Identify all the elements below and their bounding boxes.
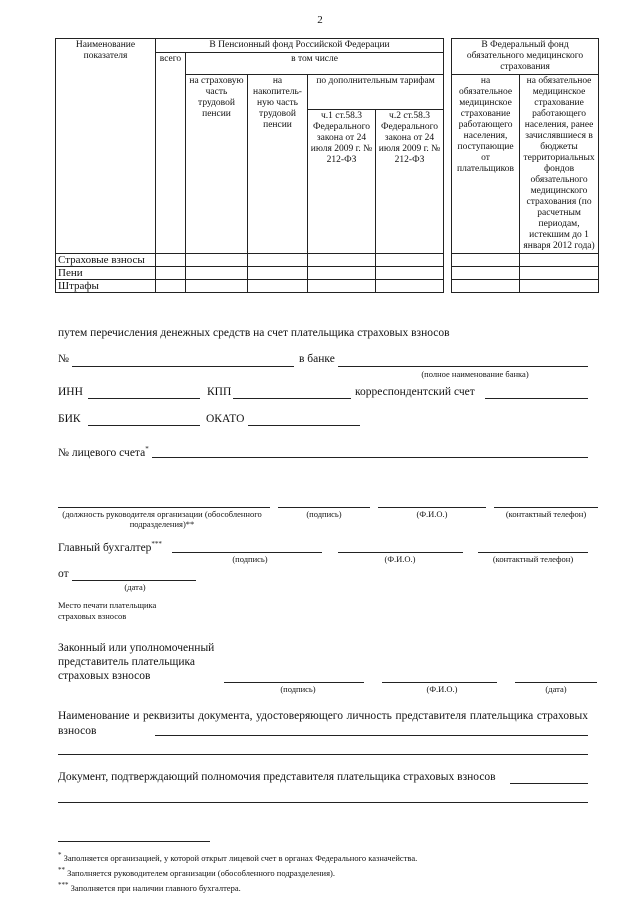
- header-pfr: В Пенсионный фонд Российской Федерации: [156, 39, 444, 53]
- page-number: 2: [317, 14, 323, 26]
- footnote-mark: ***: [151, 540, 162, 548]
- head-signature-field[interactable]: [278, 507, 370, 508]
- corr-account-label: корреспондентский счет: [355, 386, 475, 398]
- col-part1-art58: ч.1 ст.58.3 Федерального закона от 24 июля 2009 г. № 212-ФЗ: [308, 109, 376, 253]
- table-gap: [444, 254, 452, 267]
- head-fio-field[interactable]: [378, 507, 486, 508]
- rep-fio-field[interactable]: [382, 682, 497, 683]
- chief-signature-field[interactable]: [172, 552, 322, 553]
- transfer-text: путем перечисления денежных средств на счет плательщика страховых взносов: [58, 327, 450, 339]
- phone-caption: (контактный телефон): [505, 509, 587, 519]
- row-label: Страховые взносы: [56, 254, 156, 267]
- personal-account-label: № лицевого счета: [58, 446, 146, 459]
- head-position-field[interactable]: [58, 507, 270, 508]
- table-cell[interactable]: [308, 267, 376, 280]
- stamp-place: Место печати плательщика страховых взносов: [58, 600, 157, 621]
- account-no-field[interactable]: [72, 366, 294, 367]
- head-phone-field[interactable]: [494, 507, 598, 508]
- bank-name-field[interactable]: [338, 366, 588, 367]
- date-field[interactable]: [72, 580, 196, 581]
- footnote-mark: *: [58, 851, 62, 859]
- table-cell[interactable]: [248, 267, 308, 280]
- table-cell[interactable]: [520, 280, 599, 293]
- inn-field[interactable]: [88, 398, 200, 399]
- footnote-item: [58, 879, 417, 894]
- authority-document-label: Документ, подтверждающий полномочия представителя плательщика страховых взносов: [58, 771, 496, 783]
- header-indicator-name: Наименование показателя: [56, 39, 156, 254]
- table-cell[interactable]: [520, 267, 599, 280]
- id-document-field-2[interactable]: [58, 754, 588, 755]
- personal-account-field[interactable]: [152, 457, 588, 458]
- footnote-item: [58, 849, 417, 864]
- header-additional-tariffs: по дополнительным тарифам: [308, 75, 444, 110]
- head-position-caption: [62, 509, 262, 529]
- footnote-item: [58, 864, 417, 879]
- footnote-text: Заполняется руководителем организации (обособленного подразделения).: [67, 867, 335, 878]
- fio-caption: (Ф.И.О.): [384, 554, 416, 564]
- id-document-label: Наименование и реквизиты документа, удостоверяющего личность представителя плательщика страховых взносов: [58, 710, 588, 737]
- table-gap: [444, 280, 452, 293]
- in-bank-label: в банке: [299, 353, 335, 365]
- table-cell[interactable]: [186, 254, 248, 267]
- date-caption: (дата): [545, 684, 567, 694]
- footnotes: [58, 849, 417, 893]
- date-caption: (дата): [124, 582, 146, 592]
- col-oms-previous: на обязательное медицинское страхование работающего населения, ранее зачислявшиеся в бюджеты территориальных фондов обязательного медицинского страхования (по расчетным периодам, истекшим до 1 января 2012 года): [520, 75, 599, 254]
- from-label: от: [58, 568, 69, 580]
- footnote-mark: *: [145, 445, 149, 453]
- header-ffoms: В Федеральный фонд обязательного медицинского страхования: [452, 39, 599, 75]
- okato-field[interactable]: [248, 425, 360, 426]
- signature-caption: (подпись): [232, 554, 268, 564]
- table-cell[interactable]: [186, 280, 248, 293]
- row-label: Пени: [56, 267, 156, 280]
- table-cell[interactable]: [156, 267, 186, 280]
- chief-phone-field[interactable]: [478, 552, 588, 553]
- table-cell[interactable]: [520, 254, 599, 267]
- table-row: [56, 267, 599, 280]
- table-cell[interactable]: [156, 254, 186, 267]
- row-label: Штрафы: [56, 280, 156, 293]
- table-cell[interactable]: [376, 254, 444, 267]
- authority-document-field-2[interactable]: [58, 802, 588, 803]
- bank-caption: (полное наименование банка): [421, 369, 529, 379]
- bik-field[interactable]: [88, 425, 200, 426]
- table-cell[interactable]: [376, 267, 444, 280]
- okato-label: ОКАТО: [206, 413, 245, 425]
- footnote-divider: [58, 841, 210, 842]
- table-cell[interactable]: [248, 254, 308, 267]
- table-row: [56, 254, 599, 267]
- header-total: всего: [156, 53, 186, 254]
- fio-caption: (Ф.И.О.): [416, 509, 448, 519]
- chief-fio-field[interactable]: [338, 552, 463, 553]
- chief-accountant-row: [58, 540, 162, 554]
- footnote-mark: ***: [58, 880, 69, 889]
- kpp-field[interactable]: [233, 398, 351, 399]
- rep-date-field[interactable]: [515, 682, 597, 683]
- table-cell[interactable]: [308, 280, 376, 293]
- head-position-text: (должность руководителя организации (обособленного подразделения): [62, 509, 262, 529]
- kpp-label: КПП: [207, 386, 232, 398]
- table-cell[interactable]: [308, 254, 376, 267]
- table-cell[interactable]: [186, 267, 248, 280]
- phone-caption: (контактный телефон): [492, 554, 574, 564]
- account-no-label: №: [58, 353, 69, 365]
- col-funded-part: на накопитель-ную часть трудовой пенсии: [248, 75, 308, 254]
- footnote-mark: **: [58, 865, 65, 874]
- bik-label: БИК: [58, 413, 81, 425]
- table-cell[interactable]: [376, 280, 444, 293]
- inn-label: ИНН: [58, 386, 83, 398]
- authority-document-field[interactable]: [510, 783, 588, 784]
- signature-caption: (подпись): [306, 509, 342, 519]
- chief-accountant-label: Главный бухгалтер: [58, 541, 152, 554]
- id-document-field[interactable]: [155, 735, 588, 736]
- corr-account-field[interactable]: [485, 398, 588, 399]
- col-part2-art58: ч.2 ст.58.3 Федерального закона от 24 июля 2009 г. № 212-ФЗ: [376, 109, 444, 253]
- signature-caption: (подпись): [280, 684, 316, 694]
- representative-label: Законный или уполномоченный представитель плательщика страховых взносов: [58, 642, 215, 682]
- rep-signature-field[interactable]: [224, 682, 364, 683]
- table-cell[interactable]: [156, 280, 186, 293]
- col-insurance-part: на страховую часть трудовой пенсии: [186, 75, 248, 254]
- table-cell[interactable]: [452, 280, 520, 293]
- header-including: в том числе: [186, 53, 444, 75]
- footnote-text: Заполняется организацией, у которой открыт лицевой счет в органах Федерального казначейства.: [63, 852, 418, 863]
- fio-caption: (Ф.И.О.): [426, 684, 458, 694]
- table-row: [56, 280, 599, 293]
- table-gap: [444, 39, 452, 254]
- personal-account-row: [58, 445, 149, 459]
- contributions-table: [55, 38, 599, 293]
- table-gap: [444, 267, 452, 280]
- table-cell[interactable]: [452, 267, 520, 280]
- table-cell[interactable]: [452, 254, 520, 267]
- footnote-mark: **: [185, 519, 195, 529]
- col-oms-current: на обязательное медицинское страхование работающего населения, поступающие от плательщиков: [452, 75, 520, 254]
- table-cell[interactable]: [248, 280, 308, 293]
- footnote-text: Заполняется при наличии главного бухгалтера.: [70, 882, 241, 893]
